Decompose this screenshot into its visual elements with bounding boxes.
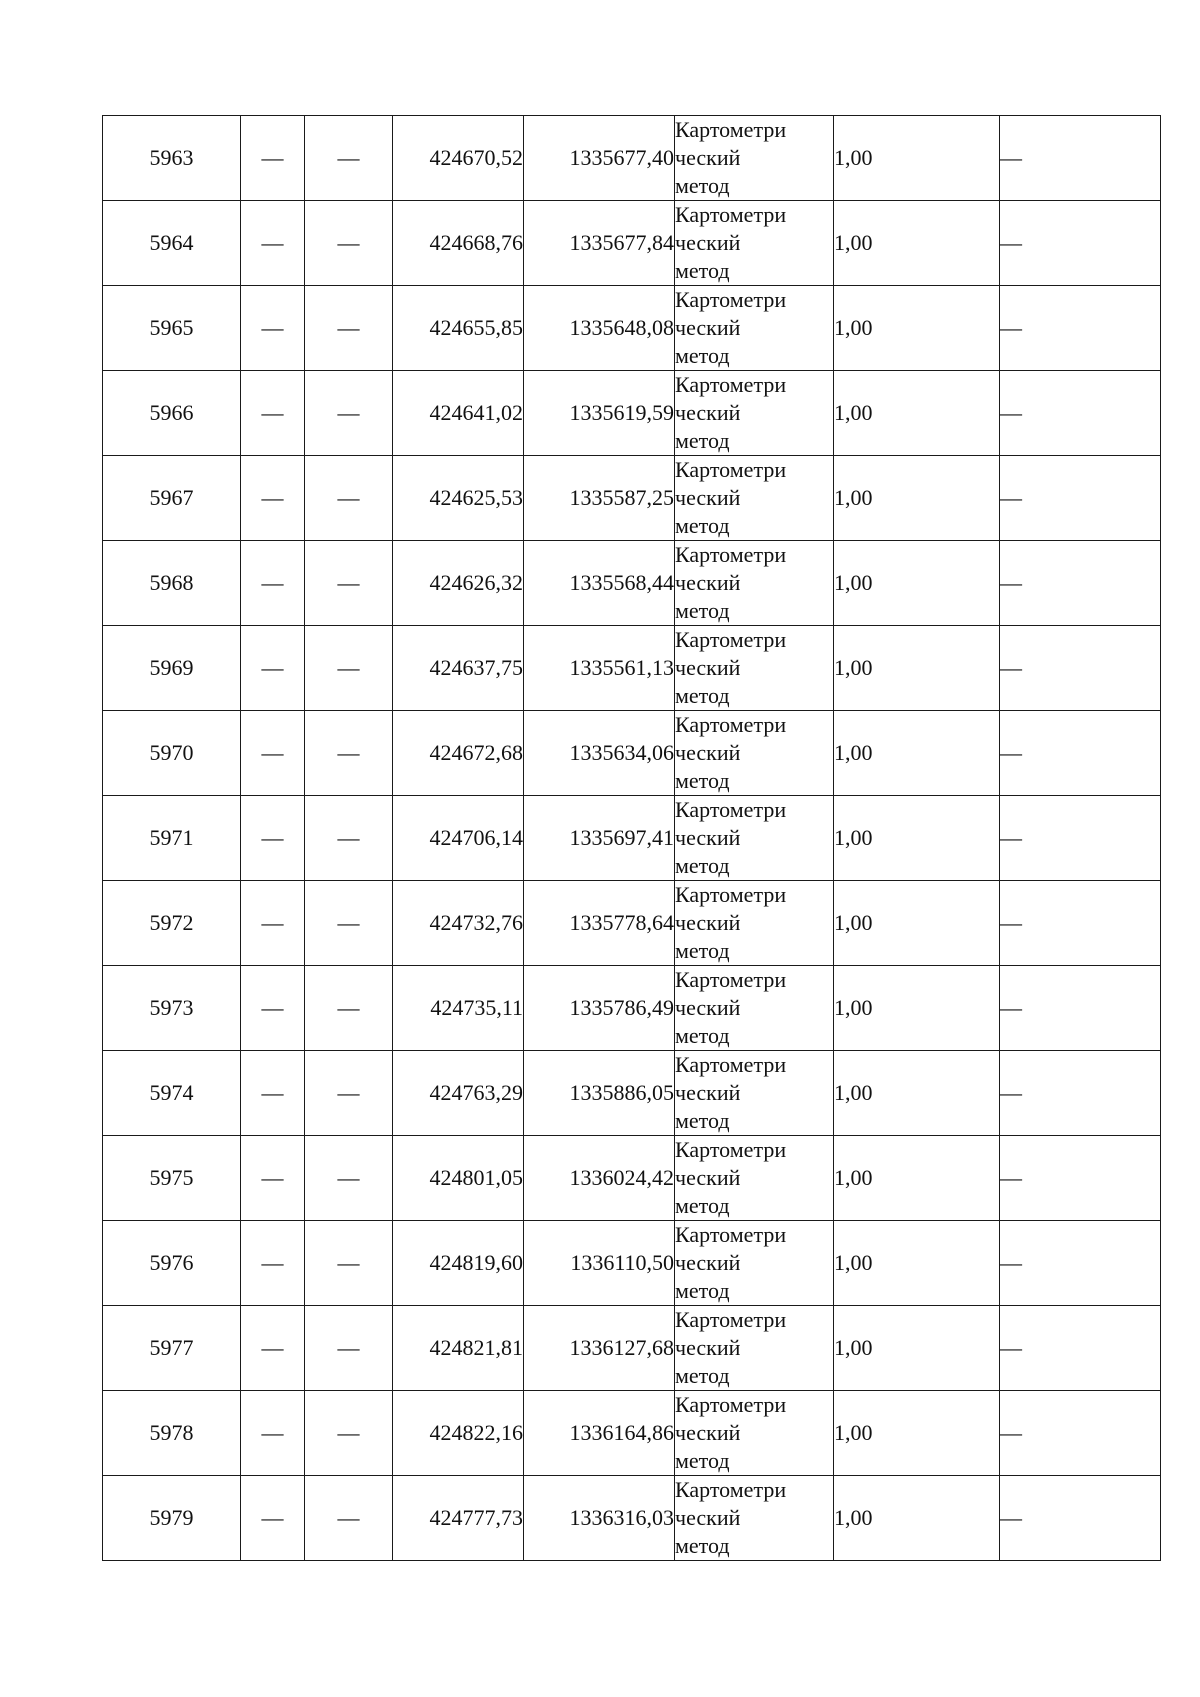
- x-coordinate-cell: 424735,11: [393, 966, 524, 1051]
- accuracy-cell: 1,00: [834, 1051, 1000, 1136]
- method-cell: [675, 116, 834, 201]
- method-line-3: метод: [675, 853, 730, 878]
- method-cell: [675, 456, 834, 541]
- x-coordinate-cell: 424822,16: [393, 1391, 524, 1476]
- empty-value-cell: —: [305, 1476, 393, 1561]
- method-line-1: Картометри: [675, 117, 787, 142]
- method-line-2: ческий: [675, 230, 741, 255]
- method-line-1: Картометри: [675, 627, 787, 652]
- x-coordinate-cell: 424641,02: [393, 371, 524, 456]
- table-row: [103, 201, 1161, 286]
- y-coordinate-cell: 1335568,44: [524, 541, 675, 626]
- empty-value-cell: —: [241, 541, 305, 626]
- empty-value-cell: —: [305, 541, 393, 626]
- method-line-1: Картометри: [675, 1307, 787, 1332]
- empty-value-cell: —: [241, 1391, 305, 1476]
- method-cell: [675, 541, 834, 626]
- method-line-2: ческий: [675, 740, 741, 765]
- x-coordinate-cell: 424625,53: [393, 456, 524, 541]
- method-cell: [675, 796, 834, 881]
- y-coordinate-cell: 1336110,50: [524, 1221, 675, 1306]
- x-coordinate-cell: 424821,81: [393, 1306, 524, 1391]
- empty-value-cell: —: [1000, 1221, 1161, 1306]
- method-line-3: метод: [675, 258, 730, 283]
- x-coordinate-cell: 424819,60: [393, 1221, 524, 1306]
- empty-value-cell: —: [241, 116, 305, 201]
- table-row: [103, 1306, 1161, 1391]
- accuracy-cell: 1,00: [834, 1136, 1000, 1221]
- method-line-2: ческий: [675, 655, 741, 680]
- y-coordinate-cell: 1335886,05: [524, 1051, 675, 1136]
- method-cell: [675, 201, 834, 286]
- y-coordinate-cell: 1336024,42: [524, 1136, 675, 1221]
- coordinates-table: [102, 115, 1161, 1561]
- x-coordinate-cell: 424626,32: [393, 541, 524, 626]
- x-coordinate-cell: 424732,76: [393, 881, 524, 966]
- method-line-3: метод: [675, 1108, 730, 1133]
- method-line-1: Картометри: [675, 1052, 787, 1077]
- accuracy-cell: 1,00: [834, 286, 1000, 371]
- point-number-cell: 5967: [103, 456, 241, 541]
- method-cell: [675, 1221, 834, 1306]
- accuracy-cell: 1,00: [834, 796, 1000, 881]
- empty-value-cell: —: [1000, 1051, 1161, 1136]
- point-number-cell: 5975: [103, 1136, 241, 1221]
- empty-value-cell: —: [241, 711, 305, 796]
- table-row: [103, 1391, 1161, 1476]
- empty-value-cell: —: [305, 1051, 393, 1136]
- empty-value-cell: —: [241, 286, 305, 371]
- method-line-1: Картометри: [675, 1392, 787, 1417]
- empty-value-cell: —: [305, 881, 393, 966]
- x-coordinate-cell: 424672,68: [393, 711, 524, 796]
- method-cell: [675, 1476, 834, 1561]
- point-number-cell: 5968: [103, 541, 241, 626]
- accuracy-cell: 1,00: [834, 456, 1000, 541]
- empty-value-cell: —: [241, 1136, 305, 1221]
- method-line-1: Картометри: [675, 712, 787, 737]
- y-coordinate-cell: 1335697,41: [524, 796, 675, 881]
- accuracy-cell: 1,00: [834, 966, 1000, 1051]
- empty-value-cell: —: [241, 201, 305, 286]
- method-line-3: метод: [675, 683, 730, 708]
- empty-value-cell: —: [241, 1221, 305, 1306]
- method-line-1: Картометри: [675, 457, 787, 482]
- x-coordinate-cell: 424655,85: [393, 286, 524, 371]
- method-cell: [675, 881, 834, 966]
- method-cell: [675, 1136, 834, 1221]
- x-coordinate-cell: 424668,76: [393, 201, 524, 286]
- accuracy-cell: 1,00: [834, 371, 1000, 456]
- method-line-1: Картометри: [675, 1477, 787, 1502]
- method-cell: [675, 626, 834, 711]
- method-line-2: ческий: [675, 1505, 741, 1530]
- y-coordinate-cell: 1335619,59: [524, 371, 675, 456]
- x-coordinate-cell: 424763,29: [393, 1051, 524, 1136]
- method-line-1: Картометри: [675, 1222, 787, 1247]
- point-number-cell: 5973: [103, 966, 241, 1051]
- empty-value-cell: —: [305, 626, 393, 711]
- method-line-3: метод: [675, 1278, 730, 1303]
- method-cell: [675, 711, 834, 796]
- empty-value-cell: —: [1000, 456, 1161, 541]
- method-line-3: метод: [675, 1023, 730, 1048]
- point-number-cell: 5969: [103, 626, 241, 711]
- method-line-3: метод: [675, 173, 730, 198]
- table-row: [103, 286, 1161, 371]
- method-line-2: ческий: [675, 1335, 741, 1360]
- empty-value-cell: —: [1000, 201, 1161, 286]
- method-line-2: ческий: [675, 1080, 741, 1105]
- table-row: [103, 541, 1161, 626]
- accuracy-cell: 1,00: [834, 116, 1000, 201]
- table-row: [103, 966, 1161, 1051]
- accuracy-cell: 1,00: [834, 881, 1000, 966]
- method-line-3: метод: [675, 513, 730, 538]
- point-number-cell: 5974: [103, 1051, 241, 1136]
- method-line-2: ческий: [675, 570, 741, 595]
- method-line-3: метод: [675, 938, 730, 963]
- empty-value-cell: —: [241, 796, 305, 881]
- table-row: [103, 456, 1161, 541]
- empty-value-cell: —: [241, 456, 305, 541]
- method-line-1: Картометри: [675, 967, 787, 992]
- y-coordinate-cell: 1335677,84: [524, 201, 675, 286]
- empty-value-cell: —: [305, 966, 393, 1051]
- method-line-3: метод: [675, 1448, 730, 1473]
- y-coordinate-cell: 1335786,49: [524, 966, 675, 1051]
- x-coordinate-cell: 424637,75: [393, 626, 524, 711]
- method-line-2: ческий: [675, 315, 741, 340]
- empty-value-cell: —: [305, 1136, 393, 1221]
- method-line-1: Картометри: [675, 372, 787, 397]
- method-cell: [675, 371, 834, 456]
- empty-value-cell: —: [305, 371, 393, 456]
- empty-value-cell: —: [241, 1051, 305, 1136]
- method-line-1: Картометри: [675, 202, 787, 227]
- empty-value-cell: —: [305, 1391, 393, 1476]
- table-row: [103, 371, 1161, 456]
- method-line-1: Картометри: [675, 287, 787, 312]
- table-row: [103, 1136, 1161, 1221]
- empty-value-cell: —: [241, 371, 305, 456]
- method-cell: [675, 1051, 834, 1136]
- empty-value-cell: —: [305, 116, 393, 201]
- table-row: [103, 1476, 1161, 1561]
- empty-value-cell: —: [1000, 1136, 1161, 1221]
- table-row: [103, 711, 1161, 796]
- accuracy-cell: 1,00: [834, 1476, 1000, 1561]
- method-cell: [675, 286, 834, 371]
- method-line-2: ческий: [675, 400, 741, 425]
- method-line-2: ческий: [675, 910, 741, 935]
- empty-value-cell: —: [1000, 541, 1161, 626]
- table-row: [103, 881, 1161, 966]
- point-number-cell: 5965: [103, 286, 241, 371]
- y-coordinate-cell: 1335634,06: [524, 711, 675, 796]
- y-coordinate-cell: 1335587,25: [524, 456, 675, 541]
- point-number-cell: 5971: [103, 796, 241, 881]
- x-coordinate-cell: 424706,14: [393, 796, 524, 881]
- table-row: [103, 626, 1161, 711]
- point-number-cell: 5963: [103, 116, 241, 201]
- accuracy-cell: 1,00: [834, 1221, 1000, 1306]
- empty-value-cell: —: [241, 966, 305, 1051]
- method-line-2: ческий: [675, 485, 741, 510]
- method-line-2: ческий: [675, 145, 741, 170]
- method-line-1: Картометри: [675, 1137, 787, 1162]
- x-coordinate-cell: 424777,73: [393, 1476, 524, 1561]
- method-line-3: метод: [675, 598, 730, 623]
- method-line-1: Картометри: [675, 542, 787, 567]
- accuracy-cell: 1,00: [834, 711, 1000, 796]
- empty-value-cell: —: [1000, 371, 1161, 456]
- point-number-cell: 5979: [103, 1476, 241, 1561]
- table-body: [103, 116, 1161, 1561]
- y-coordinate-cell: 1336164,86: [524, 1391, 675, 1476]
- point-number-cell: 5966: [103, 371, 241, 456]
- empty-value-cell: —: [305, 711, 393, 796]
- empty-value-cell: —: [1000, 1306, 1161, 1391]
- method-line-3: метод: [675, 428, 730, 453]
- method-line-1: Картометри: [675, 882, 787, 907]
- point-number-cell: 5976: [103, 1221, 241, 1306]
- empty-value-cell: —: [1000, 286, 1161, 371]
- empty-value-cell: —: [241, 1306, 305, 1391]
- table-row: [103, 116, 1161, 201]
- method-line-3: метод: [675, 1533, 730, 1558]
- x-coordinate-cell: 424670,52: [393, 116, 524, 201]
- accuracy-cell: 1,00: [834, 626, 1000, 711]
- empty-value-cell: —: [1000, 626, 1161, 711]
- method-line-2: ческий: [675, 995, 741, 1020]
- empty-value-cell: —: [305, 1221, 393, 1306]
- empty-value-cell: —: [1000, 116, 1161, 201]
- accuracy-cell: 1,00: [834, 1391, 1000, 1476]
- method-cell: [675, 1306, 834, 1391]
- empty-value-cell: —: [241, 881, 305, 966]
- method-line-1: Картометри: [675, 797, 787, 822]
- y-coordinate-cell: 1336127,68: [524, 1306, 675, 1391]
- accuracy-cell: 1,00: [834, 1306, 1000, 1391]
- accuracy-cell: 1,00: [834, 541, 1000, 626]
- empty-value-cell: —: [1000, 711, 1161, 796]
- method-line-2: ческий: [675, 1420, 741, 1445]
- empty-value-cell: —: [305, 286, 393, 371]
- point-number-cell: 5978: [103, 1391, 241, 1476]
- x-coordinate-cell: 424801,05: [393, 1136, 524, 1221]
- point-number-cell: 5964: [103, 201, 241, 286]
- y-coordinate-cell: 1335561,13: [524, 626, 675, 711]
- empty-value-cell: —: [305, 796, 393, 881]
- method-line-3: метод: [675, 343, 730, 368]
- method-line-3: метод: [675, 1193, 730, 1218]
- table-row: [103, 796, 1161, 881]
- method-line-3: метод: [675, 768, 730, 793]
- method-cell: [675, 1391, 834, 1476]
- empty-value-cell: —: [1000, 1391, 1161, 1476]
- empty-value-cell: —: [241, 626, 305, 711]
- y-coordinate-cell: 1335648,08: [524, 286, 675, 371]
- empty-value-cell: —: [1000, 966, 1161, 1051]
- empty-value-cell: —: [1000, 1476, 1161, 1561]
- empty-value-cell: —: [305, 1306, 393, 1391]
- y-coordinate-cell: 1335778,64: [524, 881, 675, 966]
- method-line-2: ческий: [675, 825, 741, 850]
- table-row: [103, 1051, 1161, 1136]
- empty-value-cell: —: [1000, 796, 1161, 881]
- y-coordinate-cell: 1336316,03: [524, 1476, 675, 1561]
- y-coordinate-cell: 1335677,40: [524, 116, 675, 201]
- empty-value-cell: —: [1000, 881, 1161, 966]
- method-line-3: метод: [675, 1363, 730, 1388]
- table-row: [103, 1221, 1161, 1306]
- point-number-cell: 5970: [103, 711, 241, 796]
- empty-value-cell: —: [241, 1476, 305, 1561]
- empty-value-cell: —: [305, 456, 393, 541]
- empty-value-cell: —: [305, 201, 393, 286]
- point-number-cell: 5972: [103, 881, 241, 966]
- method-line-2: ческий: [675, 1165, 741, 1190]
- method-cell: [675, 966, 834, 1051]
- point-number-cell: 5977: [103, 1306, 241, 1391]
- accuracy-cell: 1,00: [834, 201, 1000, 286]
- method-line-2: ческий: [675, 1250, 741, 1275]
